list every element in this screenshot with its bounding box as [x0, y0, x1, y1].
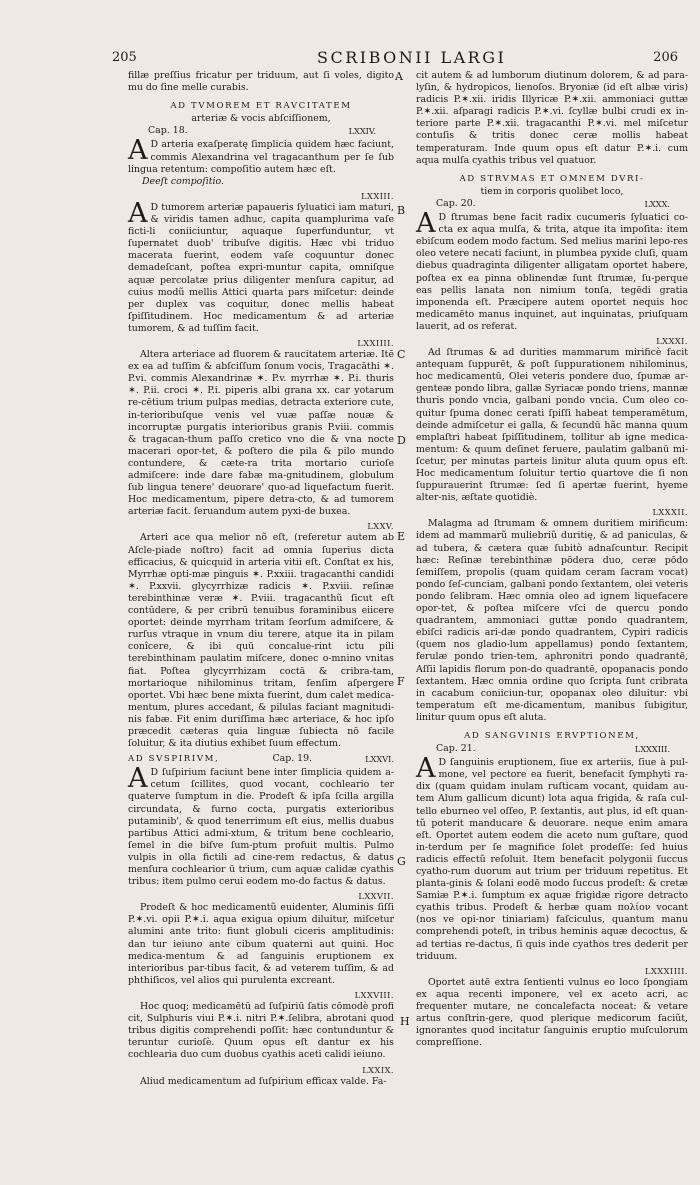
paragraph: Altera arteriace ad fluorem & raucitatem arteriæ. Itē ex ea ad tuſſim & abſciſſum ſonum vocis, Tragacāthi ✶. P.vi. commis Alexandrinæ ✶. P.v. myrrhæ ✶. P.i. thuris ✶. P.ii. croci ✶. P.i. piperis albi grana xx. car yotarum re-cētium trium pulpas medias, detracta exteriore cute, in-terioribuſque venis vel vuæ paſſæ nouæ & incorruptæ purgatis interioribus granis P.viii. commis & tragacan-thum paſſo cretico vno die & vna nocte macerari opor-tet, & poſtero die pila & pilo mundo contundere, & cæte-ra trita mortario curioſe admiſcere: inde dare fabæ ma-gnitudinem, globulum ſub lingua tenere' deuorare' quo-ad liquefactum fuerit. Hoc medicamentum, pipere detra-cto, & ad tumorem arteriæ facit. ſeruandum autem pyxi-de buxea. — [128, 349, 394, 518]
recipe-number: LXXIIII. — [357, 337, 394, 348]
margin-letter-e: E — [397, 530, 406, 543]
paragraph: Malagma ad ſtrumam & omnem duritiem mirificum: idem ad mammarũ muliebriũ duritię, & ad paniculas, & ad tubera, & cætera quæ ſubitò adnaſcuntur. Recipit hæc: Reſinæ terebinthinæ pōdera duo, ceræ pōdo ſemiſſem, propolis (quam quidam ceram ſacram vocat) pondo ſeſ-cunciam, galbani pondo ſextantem, olei veteris pondo ſelibram. Hæc omnia oleo ad ignem liquefacere opor-tet, & poſtea miſcere vſci de quercu pondo quadrantem, ammoniaci guttæ pondo quadrantem, ebiſci radicis ari-dæ pondo quadrantem, Cypiri radicis (quem nos gladio-lum appellamus) pondo ſextantem, ferulæ pondo trien-tem, aphronitri pondo quadrantē, Aſſii lapidis florum pon-do quadrantē, opopanacis pondo ſextantem. Hæc omnia ordine quo ſcripta ſunt cribrata in cacabum coniiciun-tur, opopanax oleo diluitur: vbi temperatum eſt me-dicamentum, manibus ſubigitur, linitur quum opus eſt aluta. — [416, 518, 688, 723]
recipe-number: LXXXI. — [656, 335, 688, 346]
folio-left: 205 — [112, 50, 137, 65]
note: Deeſt compoſitio. — [142, 175, 224, 187]
drop-cap: A — [128, 135, 148, 167]
recipe-number: LXXXII. — [652, 507, 688, 518]
recipe-number: LXXVI. — [365, 754, 394, 765]
chapter-heading: AD TVMOREM ET RAVCITATEM — [170, 101, 352, 112]
paragraph: A D tumorem arteriæ papaueris ſyluatici iam maturi, & viridis tamen adhuc, capita quamplurima vaſe ficti-li coniiciuntur, aquaque ſuperfunduntur, vt ſupernatet duob' tribuſve digitis. Hæc vbi triduo macerata fuerint, eodem vaſe coquuntur donec demadeſcant, poſtea expri-muntur capita, omniſque aquæ percolatæ prius diligenter menſura capitur, ad cuius modũ mellis Attici quarta pars miſcetur: deinde per duplex vas coquitur, donec mellis habeat ſpiſſitudinem. Hoc medicamentum & ad arteriæ tumorem, & ad tuſſim facit. — [128, 197, 394, 334]
paragraph: cit autem & ad lumborum diutinum dolorem, & ad para-lyſin, & hydropicos, lienoſos. Bryoniæ (id eſt albæ viris) radicis P.✶.xii. iridis Illyricæ P.✶.xii. ammoniaci guttæ P.✶.xii. aſparagi radicis P.✶.vi. ſcyllæ bulbi crudi ex in-teriore parte P.✶.xii. tragacanthi P.✶.vi. mel miſcetur contuſis & tritis donec ceræ mollis habeat temperaturam. Inde quum opus eſt datur P.✶.i. cum aqua mulſa cyathis tribus vel quatuor. — [416, 70, 688, 166]
recipe-number: LXXIX. — [362, 1064, 394, 1075]
recipe-number: LXXV. — [367, 521, 394, 532]
recipe-number: LXXVII. — [358, 891, 394, 902]
chapter-number: Cap. 21. — [436, 743, 476, 755]
folio-right: 206 — [653, 50, 678, 65]
margin-letter-c: C — [397, 348, 406, 361]
chapter-heading-row — [128, 753, 394, 765]
right-column — [416, 70, 688, 1049]
recipe-number: LXXIII. — [361, 190, 394, 201]
paragraph: Ad ſtrumas & ad durities mammarum mirificè facit antequam ſuppurēt, & poſt ſuppurationem nihilominus, hoc medicamentū, Olei veteris pondere duo, ſpumæ ar-genteæ pondo libra, gallæ Syriacæ pondo triens, mannæ thuris pondo vncia, galbani pondo vncia. Cum oleo co-quitur ſpuma donec cerati ſpiſſi habeat temperamētum, deinde admiſcetur ei galla, & ſecundū hãc manna quum emplaſtri habeat ſpiſſitudinem, tollitur ab igne medica-mentum: & quum deſinet feruere, paulatim galbanū mi-ſcetur, per minutas parteis linitur aluta quum opus eſt. Hoc medicamentum ſoluitur tertio quartove die ſi non ſuppurauerint ſtrumæ: ſed ſi apertæ fuerint, hyeme alter-nis, æſtate quotidiè. — [416, 347, 688, 504]
recipe-number: LXXXIIII. — [645, 965, 688, 976]
recipe-number: LXXXIII. — [634, 744, 670, 755]
margin-letter-a: A — [395, 70, 403, 83]
drop-cap: A — [416, 208, 436, 240]
chapter-heading: AD SVSPIRIVM, — [128, 754, 220, 765]
paragraph: Hoc quoq; medicamētū ad ſuſpiriū ſatis cōmodè profi cit, Sulphuris viui P.✶.i. nitri P.✶.ſelibra, abrotani quod tribus digitis comprehendi poſſit: hæc contunduntur & teruntur curioſè. Quum opus eſt dantur ex his cochlearia duo cum duobus cyathis aceti calidi ieiuno. — [128, 1001, 394, 1061]
paragraph: Aliud medicamentum ad ſuſpirium efficax valde. Fa- — [140, 1075, 387, 1087]
margin-letter-f: F — [397, 675, 405, 688]
chapter-number: Cap. 18. — [148, 125, 188, 137]
chapter-caption-row — [128, 125, 394, 137]
paragraph: Arteri ace qua melior nõ eſt, (referetur autem ab Aſcle-piade noſtro) facit ad omnia ſuperius dicta efficacius, & quicquid in arteria vitii eſt. Conſtat ex his, Myrrhæ opti-mæ pinguis ✶. P.xxiii. tragacanthi candidi ✶. P.xxvii. glycyrrhizæ radicis ✶. P.xviii. reſinæ terebinthinæ veræ ✶. P.viii. tragacanthũ ſicut eſt contūdere, & per cribrū tenuibus foraminibus eiicere oportet: deinde myrrham tritam ſeorſum admiſcere, & rurſus vtraque in vnum diu terere, atque ita in pilam conîcere, & ibi quū concalue-rint ictu pili terebinthinam paulatim miſcere, donec o-mnino vnitas fiat. Poſtea glycyrrhizam coctā & cribra-tam, mortarioque nihilominus tritam, ſenſim aſpergere oportet. Vbi hæc bene mixta fuerint, dum calet medica-mentum, plures accedant, & pilulas faciant magnitudi-nis fabæ. Fit enim duriſſima hæc arteriace, & hoc ipſo præcedit cæteras quia linguæ ſubiecta nō facile ſoluitur, & ita diutius exhibet ſuum effectum. — [128, 532, 394, 750]
chapter-heading: AD STRVMAS ET OMNEM DVRI- — [459, 173, 645, 184]
left-column — [128, 70, 394, 1088]
drop-cap: A — [128, 763, 148, 795]
chapter-caption-row — [416, 198, 688, 210]
chapter-number: Cap. 20. — [436, 197, 476, 209]
chapter-subheading: arteriæ & vocis abſciſſionem, — [191, 113, 331, 125]
paragraph: Oportet autē extra ſentienti vulnus eo loco ſpongiam ex aqua recenti imponere, vel ex aceto acri, ac frequenter mutare, ne concalefacta noceat: & vetare artus conſtrin-gere, quod plerique medicorum faciũt, ignorantes quod incitatur ſanguinis eruptio muſculorum compreſſione. — [416, 976, 688, 1049]
recipe-number: LXXX. — [644, 198, 670, 209]
chapter-heading: AD SANGVINIS ERVPTIONEM, — [464, 730, 640, 741]
margin-letter-g: G — [397, 855, 406, 868]
margin-letter-b: B — [397, 204, 406, 217]
drop-cap: A — [128, 197, 148, 229]
recipe-number: LXXVIII. — [354, 989, 394, 1000]
margin-letter-d: D — [397, 434, 406, 447]
drop-cap: A — [416, 753, 436, 785]
paragraph: Prodeſt & hoc medicamentũ euidenter, Aluminis ſiſſi P.✶.vi. opii P.✶.i. aqua exigua opium diluitur, miſcetur alumini ante trito: fiunt globuli ciceris amplitudinis: dan tur ieiuno ante cibum quaterni aut quini. Hoc medica-mentum & ad ſanguinis eruptionem ex interioribus par-tibus facit, & ad veterem tuſſim, & ad phthiſicos, vel alios qui purulenta excreant. — [128, 902, 394, 986]
margin-letter-h: H — [400, 1015, 410, 1028]
chapter-subheading: tiem in corporis quolibet loco, — [480, 185, 624, 197]
recipe-number: LXXIV. — [348, 126, 376, 137]
paragraph: A D arteria exaſperatę ſimplicia quidem hæc faciunt, commis Alexandrina vel tragacanthum per ſe ſub lingua retentum: compoſitio autem hæc eſt. — [128, 135, 394, 175]
paragraph: fillæ preſſius fricatur per triduum, aut ſi voles, digito mu do ſine melle curabis. — [128, 70, 394, 94]
paragraph: A D ſuſpirium faciunt bene inter ſimplicia quidem a-cetum ſcillites, quod vocant, cochleario ter quaterve ſumptum in die. Prodeſt & ipſa ſcilla argilla circundata, & furno cocta, purgatis exterioribus putaminib', & quod tenerrimum eſt eius, mellis duabus partibus Attici admi-xtum, & tritum bene cochleario, ſemel in die biſve ſum-ptum profuit multis. Pulmo vulpis in olla fictili ad cine-rem redactus, & datus menſura cochlearior ū trium, cum aquæ calidæ cyathis tribus: item pulmo cerui eodem mo-do factus & datus. — [128, 763, 394, 888]
book-title: SCRIBONII LARGI — [317, 48, 507, 67]
chapter-caption-row — [416, 743, 688, 755]
chapter-number: Cap. 19. — [272, 753, 313, 765]
running-head — [112, 46, 692, 70]
paragraph: A D ſtrumas bene facit radix cucumeris ſyluatici co-cta ex aqua mulſa, & trita, atque ita impoſita: item ebiſcum eodem modo factum. Sed melius marini lepo-res oleo vetere necati faciunt, in plumbea pyxide cluſi, quam diebus quadraginta diligenter alligatam oportet habere, poſtea ex ea pinna oblinendæ ſunt ſtrumæ, ſu-perque eas pellis lanata non nimium tonſa, tegēdi gratia imponenda eſt. Præcipere autem oportet nequis hoc medicamēto manus inquinet, aut inquinatas, priuſquam lauerit, ad os referat. — [416, 208, 688, 332]
paragraph: A D ſanguinis eruptionem, ſiue ex arteriis, ſiue à pul-mone, vel pectore ea fuerit, benefacit ſymphyti ra-dix (quam quidam inulam ruſticam vocant, quidam au-tem Alum gallicum dicunt) lota aqua frigida, & raſa cul-tello eburneo vel oſſeo, P. ſextantis, aut plus, id eſt quan-tũ poterit manducare & deuorare. neque enim amara eſt. Oportet autem eodem die aceto num guſtare, quod in-terdum per ſe magnifice ſolet prodeſſe: ſed huius radicis effectũ reſoluit. Item benefacit polygonii ſuccus cyatho-rum duorum aut trium per triduum repetitus. Et planta-ginis & ſolani eodē modo ſuccus prodeſt: & cretæ Samiæ P.✶.i. ſumptum ex aquæ frigidæ rigore detracto cyathis tribus. Prodeſt & herbæ quam πολίον vocant (nos ve opi-nor tiniariam) faſciculus, quantum manu comprehendi poteſt, in tribus heminis aquæ decoctus, & ad tertias re-dactus, ſi quis inde cyathos tres dederit per triduum. — [416, 753, 688, 962]
